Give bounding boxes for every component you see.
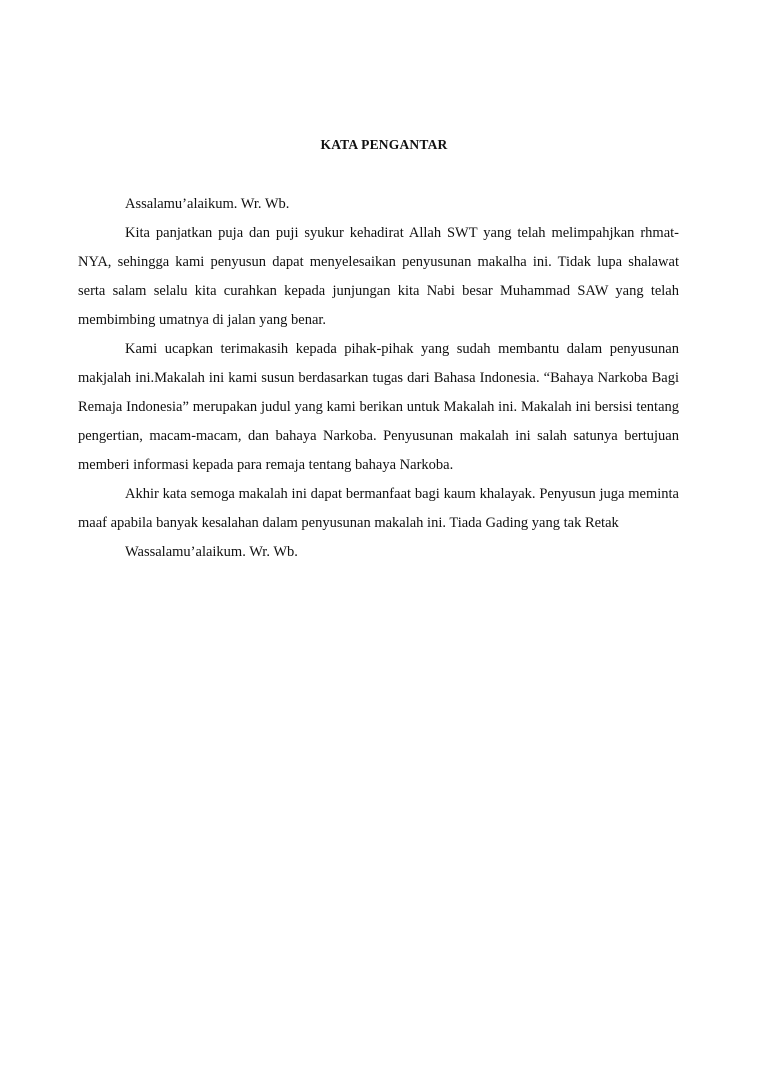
opening-greeting: Assalamu’alaikum. Wr. Wb. [125,196,290,212]
closing-greeting: Wassalamu’alaikum. Wr. Wb. [125,544,298,560]
paragraph-praise: Kita panjatkan puja dan puji syukur kehadirat Allah SWT yang telah melimpahjkan rhmat-NYA, sehingga kami penyusun dapat menyelesaikan penyusunan makalha ini. Tidak lupa shalawat serta salam selalu kita curahkan kepada junjungan kita Nabi besar Muhammad SAW yang telah membimbing umatnya di jalan yang benar. [78,225,679,328]
page-title: KATA PENGANTAR [320,137,448,152]
document-body [78,190,679,567]
paragraph-thanks: Kami ucapkan terimakasih kepada pihak-pihak yang sudah membantu dalam penyusunan makjalah ini.Makalah ini kami susun berdasarkan tugas dari Bahasa Indonesia. “Bahaya Narkoba Bagi Remaja Indonesia” merupakan judul yang kami berikan untuk Makalah ini. Makalah ini bersisi tentang pengertian, macam-macam, dan bahaya Narkoba. Penyusunan makalah ini salah satunya bertujuan memberi informasi kepada para remaja tentang bahaya Narkoba. [78,341,679,473]
paragraph-closing-remarks: Akhir kata semoga makalah ini dapat bermanfaat bagi kaum khalayak. Penyusun juga meminta maaf apabila banyak kesalahan dalam penyusunan makalah ini. Tiada Gading yang tak Retak [78,486,679,531]
